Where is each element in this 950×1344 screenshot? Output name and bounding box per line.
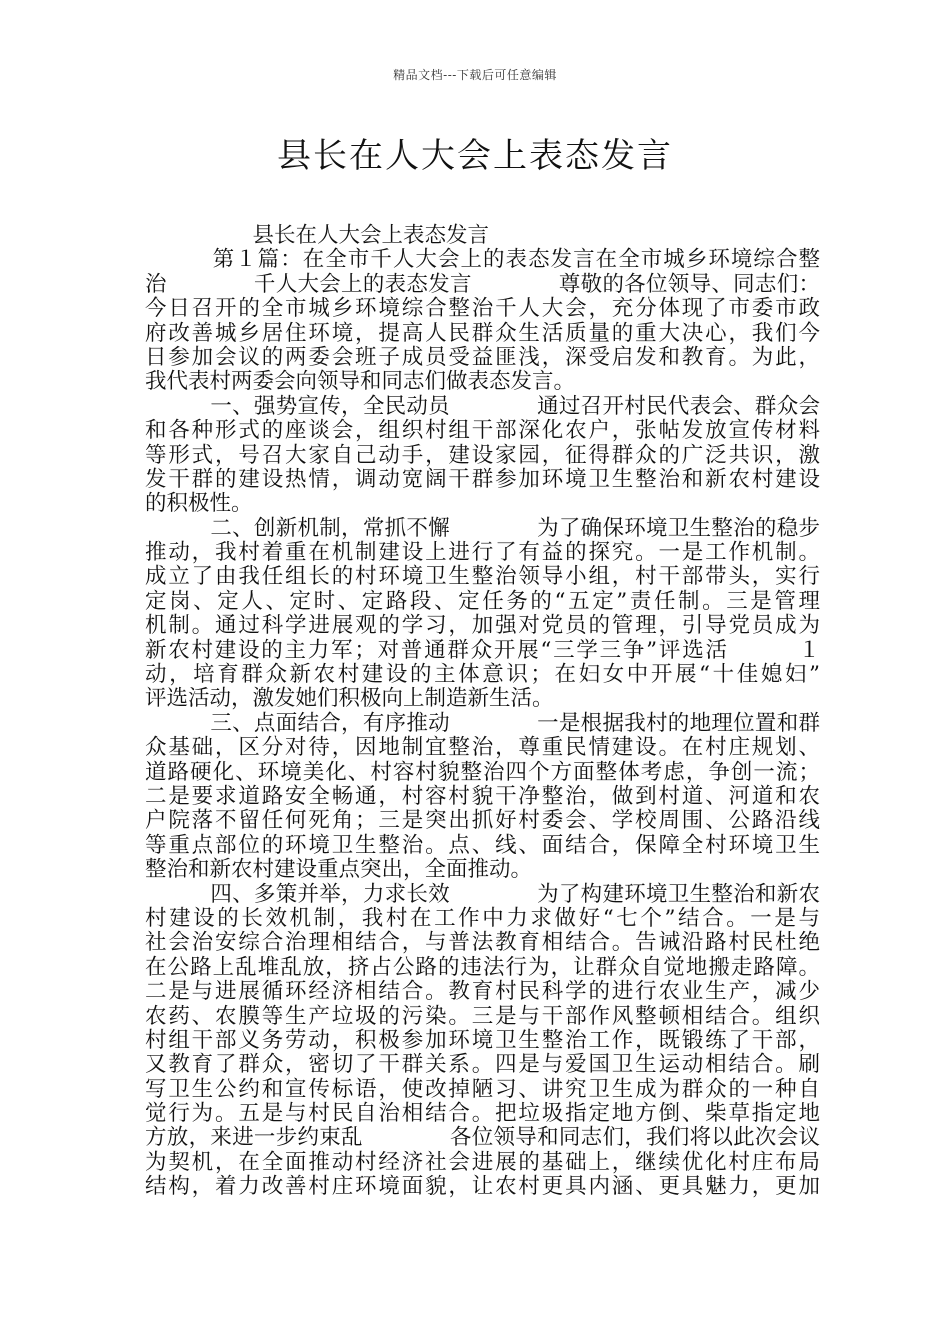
body-line: 县长在人大会上表态发言 (145, 223, 490, 248)
body-line: 日参加会议的两委会班子成员受益匪浅，深受启发和教育。为此， (145, 344, 820, 370)
body-line: 二是与进展循环经济相结合。教育村民科学的进行农业生产，减少 (145, 979, 820, 1005)
body-line: 府改善城乡居住环境，提高人民群众生活质量的重大决心，我们今 (145, 320, 820, 346)
body-line: 的积极性。 (145, 491, 253, 517)
body-line: 写卫生公约和宣传标语，使改掉陋习、讲究卫生成为群众的一种自 (145, 1076, 820, 1102)
body-line: 第１篇：在全市千人大会上的表态发言在全市城乡环境综合整 (145, 247, 820, 273)
body-line: 方放，来进一步约束乱 各位领导和同志们，我们将以此次会议 (145, 1125, 820, 1151)
body-line: 动，培育群众新农村建设的主体意识；在妇女中开展“十佳媳妇” (145, 662, 820, 688)
body-line: 二、创新机制，常抓不懈 为了确保环境卫生整治的稳步 (145, 515, 820, 541)
body-line: 二是要求道路安全畅通，村容村貌干净整治，做到村道、河道和农 (145, 783, 820, 809)
body-line: 评选活动，激发她们积极向上制造新生活。 (145, 686, 554, 712)
body-line: 整治和新农村建设重点突出，全面推动。 (145, 857, 533, 883)
body-line: 社会治安综合治理相结合，与普法教育相结合。告诫沿路村民杜绝 (145, 930, 820, 956)
body-line: 农药、农膜等生产垃圾的污染。三是与干部作风整顿相结合。组织 (145, 1003, 820, 1029)
body-line: 众基础，区分对待，因地制宜整治，尊重民情建设。在村庄规划、 (145, 735, 820, 761)
body-line: 结构，着力改善村庄环境面貌，让农村更具内涵、更具魅力，更加 (145, 1174, 820, 1200)
body-line: 四、多策并举，力求长效 为了构建环境卫生整治和新农 (145, 881, 820, 907)
body-line: 等重点部位的环境卫生整治。点、线、面结合，保障全村环境卫生 (145, 832, 820, 858)
body-line: 定岗、定人、定时、定路段、定任务的“五定”责任制。三是管理 (145, 588, 820, 614)
body-line: 机制。通过科学进展观的学习，加强对党员的管理，引导党员成为 (145, 613, 820, 639)
body-line: 和各种形式的座谈会，组织村组干部深化农户，张帖发放宣传材料 (145, 418, 820, 444)
body-line: 今日召开的全市城乡环境综合整治千人大会，充分体现了市委市政 (145, 296, 820, 322)
body-line: 我代表村两委会向领导和同志们做表态发言。 (145, 369, 576, 395)
page-header-watermark: 精品文档---下载后可任意编辑 (393, 68, 557, 82)
body-line: 为契机，在全面推动村经济社会进展的基础上，继续优化村庄布局 (145, 1149, 820, 1175)
body-line: 一、强势宣传，全民动员 通过召开村民代表会、群众会 (145, 393, 820, 419)
body-line: 村组干部义务劳动，积极参加环境卫生整治工作，既锻练了干部， (145, 1027, 820, 1053)
document-title: 县长在人大会上表态发言 (277, 136, 673, 176)
body-line: 等形式，号召大家自己动手，建设家园，征得群众的广泛共识，激 (145, 442, 820, 468)
body-line: 成立了由我任组长的村环境卫生整治领导小组，村干部带头，实行 (145, 564, 820, 590)
body-line: 觉行为。五是与村民自治相结合。把垃圾指定地方倒、柴草指定地 (145, 1101, 820, 1127)
document-body (145, 224, 820, 1200)
body-line: 治 千人大会上的表态发言 尊敬的各位领导、同志们： (145, 271, 820, 297)
body-line: 推动，我村着重在机制建设上进行了有益的探究。一是工作机制。 (145, 540, 820, 566)
body-line: 三、点面结合，有序推动 一是根据我村的地理位置和群 (145, 710, 820, 736)
body-line: 户院落不留任何死角；三是突出抓好村委会、学校周围、公路沿线 (145, 808, 820, 834)
body-line: 村建设的长效机制，我村在工作中力求做好“七个”结合。一是与 (145, 905, 820, 931)
body-line: 道路硬化、环境美化、村容村貌整治四个方面整体考虑，争创一流； (145, 759, 820, 785)
body-line: 又教育了群众，密切了干群关系。四是与爱国卫生运动相结合。刷 (145, 1052, 820, 1078)
body-line: 新农村建设的主力军；对普通群众开展“三学三争”评选活 １ (145, 637, 820, 663)
body-line: 在公路上乱堆乱放，挤占公路的违法行为，让群众自觉地搬走路障。 (145, 954, 820, 980)
body-line: 发干群的建设热情，调动宽阔干群参加环境卫生整治和新农村建设 (145, 466, 820, 492)
